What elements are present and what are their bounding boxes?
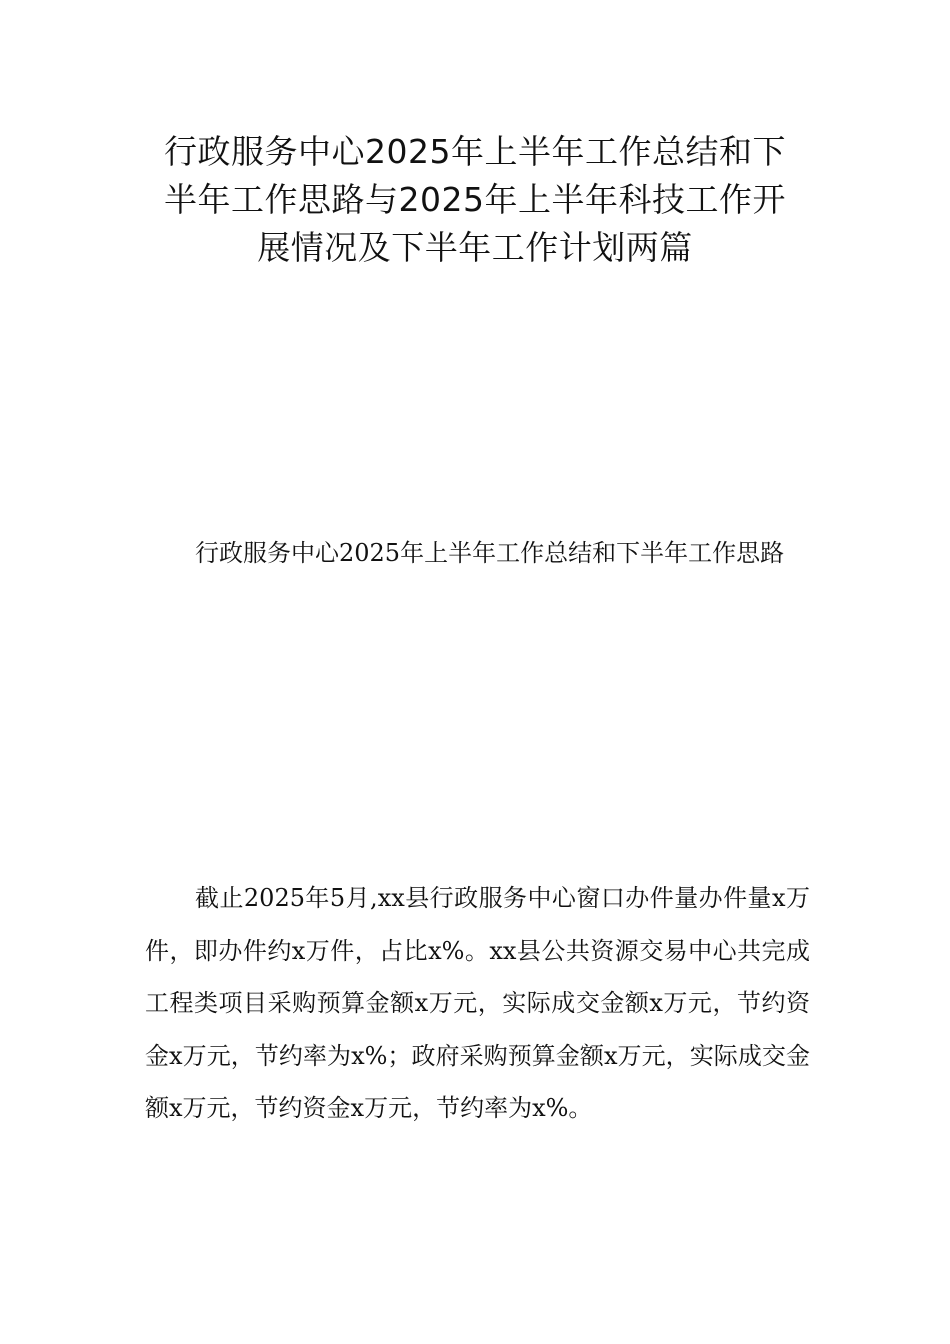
title-line-2: 半年工作思路与2025年上半年科技工作开 bbox=[164, 180, 786, 219]
section-heading: 行政服务中心2025年上半年工作总结和下半年工作思路 bbox=[195, 539, 785, 567]
title-line-1: 行政服务中心2025年上半年工作总结和下 bbox=[164, 132, 786, 171]
title-line-3: 展情况及下半年工作计划两篇 bbox=[257, 228, 693, 267]
body-paragraph: 截止2025年5月,xx县行政服务中心窗口办件量办件量x万件，即办件约x万件，占比x%。xx县公共资源交易中心共完成工程类项目采购预算金额x万元，实际成交金额x万元，节约资金x万元，节约率为x%；政府采购预算金额x万元，实际成交金额x万元，节约资金x万元，节约率为x%。 bbox=[145, 884, 810, 1122]
document-title bbox=[140, 128, 810, 272]
